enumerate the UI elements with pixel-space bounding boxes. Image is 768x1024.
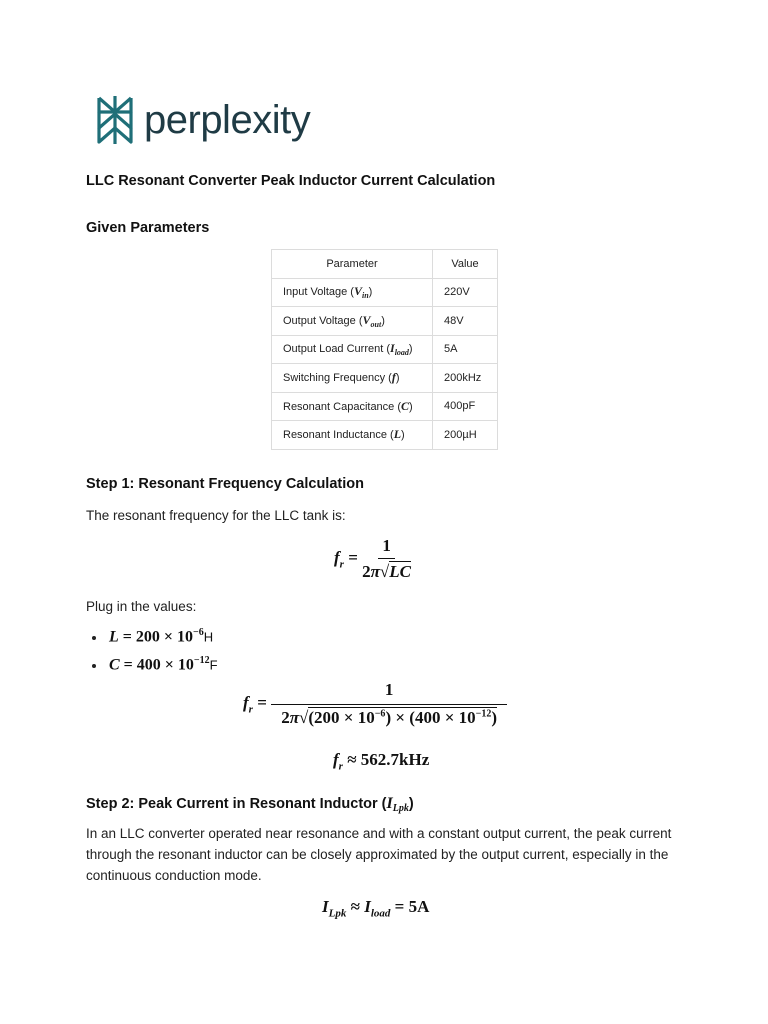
perplexity-logo-icon <box>94 94 136 146</box>
table-row <box>272 392 498 421</box>
parameter-subscript: load <box>394 348 409 358</box>
parameter-subscript: in <box>361 291 369 301</box>
parameter-label: Resonant Capacitance ( <box>283 400 402 413</box>
page-title: LLC Resonant Converter Peak Inductor Current Calculation <box>86 173 496 189</box>
value-cell: 400pF <box>433 392 498 421</box>
peak-current-value: 5A <box>408 897 430 916</box>
bullet-dot <box>92 664 96 668</box>
parameter-label: Resonant Inductance ( <box>283 429 394 442</box>
value-cell: 200kHz <box>433 364 498 393</box>
frequency-result: $f_r \approx 562.7kHz$ <box>333 750 430 773</box>
table-header-row <box>272 250 498 279</box>
step2-heading-text: Step 2: Peak Current in Resonant Inductor ( <box>86 796 387 812</box>
parameter-label: Output Voltage ( <box>283 314 363 327</box>
parameter-cell <box>272 392 433 421</box>
parameter-symbol: f <box>391 370 396 385</box>
parameter-symbol: C <box>401 398 410 413</box>
step1-heading: Step 1: Resonant Frequency Calculation <box>86 476 364 492</box>
peak-current-result: $I_{Lpk} \approx I_{load} = 5A$ <box>322 897 430 920</box>
parameter-cell <box>272 335 433 364</box>
bullet-unit: H <box>203 629 214 645</box>
capacitance-value-item: $C = 400 \times 10^{-12}F$ <box>109 655 218 674</box>
brand-name: perplexity <box>144 98 311 142</box>
parameter-close: ) <box>368 286 373 299</box>
bullet-mantissa: 200 <box>135 628 160 646</box>
parameter-close: ) <box>408 343 413 356</box>
bullet-unit: F <box>209 657 218 673</box>
table-row <box>272 307 498 336</box>
step2-body: In an LLC converter operated near resonance and with a constant output current, the peak current through the resonant inductor can be closely approximated by the output current, especially in the continuous conduction mode. <box>86 826 672 883</box>
parameter-label: Switching Frequency ( <box>283 372 392 385</box>
bullet-mantissa: 400 <box>136 656 161 674</box>
perplexity-logo <box>94 94 310 146</box>
value-cell: 220V <box>433 278 498 307</box>
column-header-parameter: Parameter <box>272 250 433 279</box>
parameter-symbol: L <box>393 427 402 442</box>
parameter-cell <box>272 421 433 450</box>
table-row <box>272 364 498 393</box>
parameter-close: ) <box>401 429 405 442</box>
step2-heading-symbol: I <box>386 795 393 812</box>
plugged-frequency-formula: $f_r$ = $\frac{1}{2\pi√(200 \times 10^{-6}) \times (400 \times 10^{-12})}$ <box>243 680 507 728</box>
parameter-symbol: I <box>390 341 395 356</box>
parameter-close: ) <box>395 372 400 385</box>
parameter-close: ) <box>381 314 385 327</box>
step2-heading <box>86 795 414 814</box>
parameter-label: Output Load Current ( <box>283 343 391 356</box>
parameter-close: ) <box>409 400 413 413</box>
parameter-symbol: V <box>362 312 371 327</box>
bullet-exponent: −12 <box>193 655 210 666</box>
parameter-cell <box>272 307 433 336</box>
parameters-table <box>271 249 498 450</box>
given-parameters-heading: Given Parameters <box>86 220 210 236</box>
value-cell: 200µH <box>433 421 498 450</box>
step1-intro: The resonant frequency for the LLC tank is: <box>86 508 346 523</box>
frequency-result-value: 562.7kHz <box>360 750 430 769</box>
bullet-symbol: L <box>109 628 119 646</box>
table-row <box>272 421 498 450</box>
column-header-value: Value <box>433 250 498 279</box>
parameter-label: Input Voltage ( <box>283 286 354 299</box>
value-cell: 48V <box>433 307 498 336</box>
parameter-cell <box>272 364 433 393</box>
resonant-frequency-formula: $f_r$ = $\frac{1}{2\pi√LC}$ <box>334 536 411 581</box>
parameter-subscript: out <box>370 319 382 329</box>
value-cell: 5A <box>433 335 498 364</box>
plug-values-text: Plug in the values: <box>86 599 197 614</box>
table-row <box>272 278 498 307</box>
step2-heading-close: ) <box>408 796 414 812</box>
bullet-symbol: C <box>109 656 120 674</box>
bullet-exponent: −6 <box>193 627 204 638</box>
parameter-cell <box>272 278 433 307</box>
parameter-symbol: V <box>353 284 362 299</box>
step2-heading-subscript: Lpk <box>392 803 409 814</box>
inductance-value-item: $L = 200 \times 10^{-6}H$ <box>109 627 214 646</box>
bullet-dot <box>92 636 96 640</box>
table-row <box>272 335 498 364</box>
